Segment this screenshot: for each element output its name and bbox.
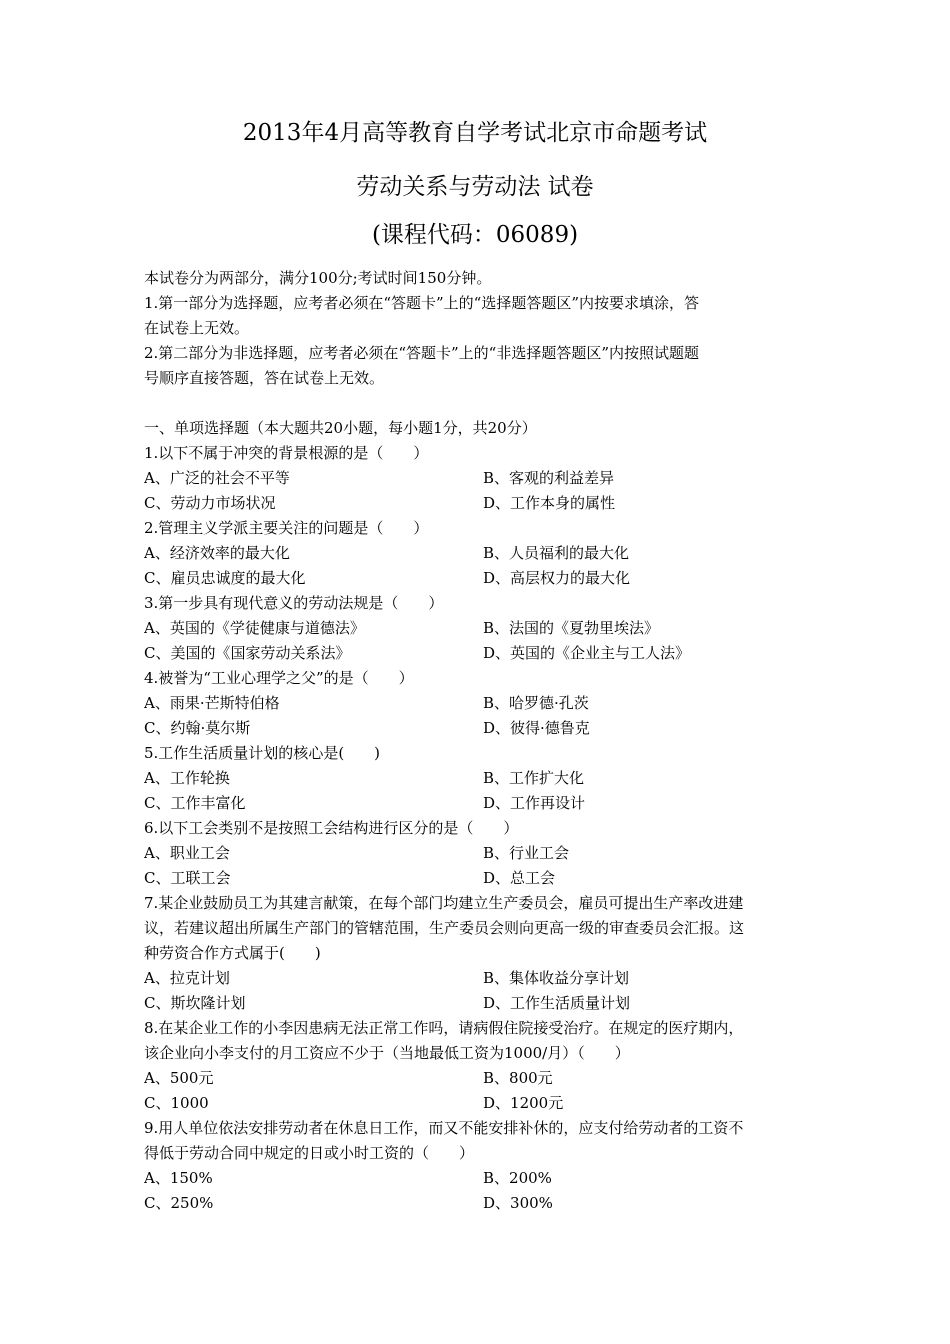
answer-option: C、雇员忠诚度的最大化 [144,569,306,587]
option-row [144,1191,810,1216]
answer-option: C、劳动力市场状况 [144,494,276,512]
answer-option: D、1200元 [483,1094,564,1112]
option-row [144,541,810,566]
answer-option: A、广泛的社会不平等 [144,469,290,487]
question-stem-line: 得低于劳动合同中规定的日或小时工资的（ ） [144,1144,475,1162]
option-row [144,566,810,591]
option-row [144,766,810,791]
option-row [144,966,810,991]
instruction-1-line-2: 在试卷上无效。 [144,319,250,337]
answer-option: A、拉克计划 [144,969,230,987]
option-row [144,866,810,891]
question-stem-line: 6.以下工会类别不是按照工会结构进行区分的是（ ） [144,819,519,837]
option-row [144,991,810,1016]
instruction-2-line-1: 2.第二部分为非选择题，应考者必须在“答题卡”上的“非选择题答题区”内按照试题题 [144,344,699,362]
answer-option: A、雨果·芒斯特伯格 [144,694,280,712]
question-stem-line: 议，若建议超出所属生产部门的管辖范围，生产委员会则向更高一级的审查委员会汇报。这 [144,919,745,937]
question-stem-line: 7.某企业鼓励员工为其建言献策，在每个部门均建立生产委员会，雇员可提出生产率改进建 [144,894,744,912]
instruction-2-line-2: 号顺序直接答题，答在试卷上无效。 [144,369,385,387]
question-item [144,591,810,666]
answer-option: D、工作本身的属性 [483,494,616,512]
option-row [144,791,810,816]
answer-option: B、200% [483,1169,552,1187]
question-stem-line: 5.工作生活质量计划的核心是( ) [144,744,381,762]
question-item [144,666,810,741]
question-item [144,741,810,816]
question-stem-line: 8.在某企业工作的小李因患病无法正常工作吗，请病假住院接受治疗。在规定的医疗期内， [144,1019,744,1037]
question-item [144,1016,810,1116]
question-item [144,516,810,591]
blank-line [144,391,810,416]
answer-option: A、工作轮换 [144,769,230,787]
option-row [144,641,810,666]
question-stem-line: 种劳资合作方式属于( ) [144,944,321,962]
answer-option: A、经济效率的最大化 [144,544,290,562]
answer-option: C、约翰·莫尔斯 [144,719,251,737]
answer-option: D、300% [483,1194,553,1212]
instruction-1-line-1: 1.第一部分为选择题，应考者必须在“答题卡”上的“选择题答题区”内按要求填涂，答 [144,294,699,312]
option-row [144,491,810,516]
question-item [144,1116,810,1216]
option-row [144,841,810,866]
answer-option: C、美国的《国家劳动关系法》 [144,644,351,662]
answer-option: B、哈罗德·孔茨 [483,694,589,712]
exam-subject: 劳动关系与劳动法 试卷 [356,174,594,200]
section-heading: 一、单项选择题（本大题共20小题，每小题1分，共20分） [144,419,537,437]
question-stem-line: 该企业向小李支付的月工资应不少于（当地最低工资为1000/月）（ ） [144,1044,630,1062]
answer-option: D、英国的《企业主与工人法》 [483,644,691,662]
option-row [144,1066,810,1091]
option-row [144,616,810,641]
question-item [144,891,810,1016]
answer-option: C、250% [144,1194,214,1212]
answer-option: D、工作生活质量计划 [483,994,631,1012]
option-row [144,691,810,716]
question-item [144,816,810,891]
answer-option: A、500元 [144,1069,214,1087]
answer-option: A、150% [144,1169,213,1187]
exam-title: 2013年4月高等教育自学考试北京市命题考试 [242,120,708,146]
answer-option: B、法国的《夏勃里埃法》 [483,619,660,637]
question-item [144,441,810,516]
answer-option: D、工作再设计 [483,794,586,812]
option-row [144,1166,810,1191]
answer-option: C、斯坎隆计划 [144,994,246,1012]
answer-option: C、工作丰富化 [144,794,246,812]
option-row [144,466,810,491]
question-stem-line: 4.被誉为“工业心理学之父”的是（ ） [144,669,414,687]
question-list [144,441,810,1216]
answer-option: A、职业工会 [144,844,230,862]
answer-option: B、人员福利的最大化 [483,544,630,562]
option-row [144,716,810,741]
answer-option: A、英国的《学徒健康与道德法》 [144,619,365,637]
answer-option: D、高层权力的最大化 [483,569,631,587]
answer-option: B、工作扩大化 [483,769,585,787]
course-code: (课程代码：06089) [371,222,579,248]
answer-option: B、客观的利益差异 [483,469,615,487]
answer-option: C、1000 [144,1094,209,1112]
answer-option: B、集体收益分享计划 [483,969,630,987]
answer-option: B、800元 [483,1069,553,1087]
answer-option: D、彼得·德鲁克 [483,719,590,737]
answer-option: B、行业工会 [483,844,570,862]
intro-line: 本试卷分为两部分，满分100分;考试时间150分钟。 [144,269,492,287]
option-row [144,1091,810,1116]
question-stem-line: 2.管理主义学派主要关注的问题是（ ） [144,519,429,537]
question-stem-line: 3.第一步具有现代意义的劳动法规是（ ） [144,594,444,612]
answer-option: D、总工会 [483,869,556,887]
answer-option: C、工联工会 [144,869,231,887]
question-stem-line: 1.以下不属于冲突的背景根源的是（ ） [144,444,429,462]
question-stem-line: 9.用人单位依法安排劳动者在休息日工作，而又不能安排补休的，应支付给劳动者的工资不 [144,1119,744,1137]
exam-body [144,266,810,1216]
